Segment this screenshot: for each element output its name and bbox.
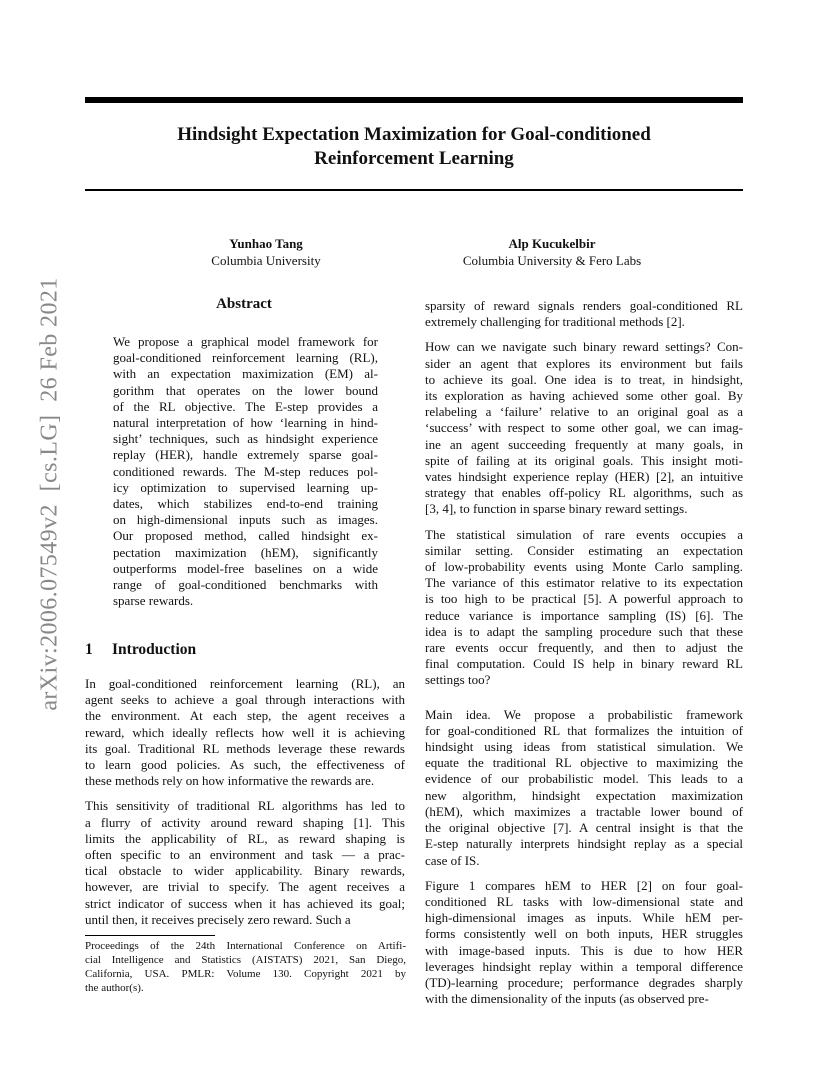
paragraph-line: Figure 1 compares hEM to HER [2] on four goal-	[425, 877, 743, 893]
paragraph-line: reward, which ideally reflects how well it is achieving	[85, 724, 405, 740]
author-affiliation: Columbia University	[211, 253, 321, 268]
paragraph-gap	[425, 698, 743, 707]
author-name: Alp Kucukelbir	[508, 236, 596, 251]
author-affiliation: Columbia University & Fero Labs	[462, 253, 642, 268]
paragraph-line: (hEM), which maximizes a tractable lower bound of	[425, 803, 743, 819]
paragraph-line: E-step naturally interprets hindsight replay as a special	[425, 836, 743, 852]
paragraph-line: high-dimensional images as inputs. While hEM per-	[425, 910, 743, 926]
footnote-line: California, USA. PMLR: Volume 130. Copyright 2021 by	[85, 968, 406, 980]
paragraph-line: to learn good policies. As such, the effectiveness of	[85, 757, 405, 773]
abstract-line: with an expectation maximization (EM) al-	[113, 366, 378, 382]
paragraph-line: for goal-conditioned RL that formalizes the intuition of	[425, 722, 743, 738]
paragraph-gap	[425, 689, 743, 698]
paragraph-line: is too high to be practical [5]. A powerful approach to	[425, 591, 743, 607]
author-block	[437, 235, 667, 269]
footnote	[85, 939, 406, 995]
paragraph-line: strict indicator of success when it has achieved its goal;	[85, 895, 405, 911]
abstract-line: sight’ techniques, such as hindsight experience	[113, 431, 378, 447]
paragraph-line: sparsity of reward signals renders goal-conditioned RL	[425, 298, 743, 313]
paragraph-line: reduce variance is importance sampling (IS) [6]. The	[425, 607, 743, 623]
left-column-body	[85, 676, 405, 928]
section-heading	[85, 641, 196, 659]
paragraph-line: the environment. At each step, the agent receives a	[85, 708, 405, 724]
arxiv-stamp: arXiv:2006.07549v2 [cs.LG] 26 Feb 2021	[36, 277, 63, 711]
abstract-line: pectation maximization (hEM), significantly	[113, 544, 378, 560]
paragraph-line: idea is to adapt the sampling procedure such that these	[425, 623, 743, 639]
paragraph-line: ine an agent succeeding frequently at many goals, in	[425, 436, 743, 452]
paragraph-gap	[425, 330, 743, 339]
paragraph-line: agent seeks to achieve a goal through interactions with	[85, 692, 405, 708]
footnote-rule	[85, 935, 215, 936]
paragraph-line: however, are trivial to specify. The agent receives a	[85, 879, 405, 895]
abstract-body	[113, 334, 378, 609]
paragraph-line: How can we navigate such binary reward settings? Con-	[425, 339, 743, 355]
paragraph-line: [3, 4], to function in sparse binary reward settings.	[425, 501, 688, 517]
paragraph-line: hindsight using ideas from statistical simulation. We	[425, 739, 743, 755]
paragraph-line: of low-probability events using Monte Carlo sampling.	[425, 559, 743, 575]
section-title: Introduction	[112, 641, 197, 658]
abstract-line: on high-dimensional inputs such as images.	[113, 512, 378, 528]
abstract-line: sparse rewards.	[113, 593, 194, 609]
paragraph-line: tical obstacle to wider applicability. Binary rewards,	[85, 863, 405, 879]
paragraph-gap	[425, 869, 743, 878]
paragraph-line: strategy that enables off-policy RL algorithms, such as	[425, 485, 743, 501]
paragraph-line: the original objective [7]. A central insight is that the	[425, 820, 743, 836]
footnote-line: Proceedings of the 24th International Conference on Artifi-	[85, 940, 406, 952]
paragraph-line: extremely challenging for traditional methods [2].	[425, 314, 685, 330]
paragraph-line: conditioned RL tasks with low-dimensional state and	[425, 893, 743, 909]
abstract-line: Our proposed method, called hindsight ex-	[113, 528, 378, 544]
paragraph-line: spite of failing at its original goals. This insight moti-	[425, 452, 743, 468]
paragraph-line: Main idea. We propose a probabilistic framework	[425, 706, 743, 722]
paragraph-line: leverages hindsight replay within a temporal difference	[425, 958, 743, 974]
abstract-line: We propose a graphical model framework for	[113, 334, 378, 349]
abstract-line: outperforms model-free baselines on a wide	[113, 560, 378, 576]
abstract-line: conditioned rewards. The M-step reduces pol-	[113, 463, 378, 479]
paragraph-line: rare events occur frequently, and then to adjust the	[425, 640, 743, 656]
abstract-line: replay (HER), handle extremely sparse goal-	[113, 447, 378, 463]
paragraph-line: with image-based inputs. This is due to how HER	[425, 942, 743, 958]
paragraph-line: The statistical simulation of rare events occupies a	[425, 526, 743, 542]
abstract-line: goal-conditioned reinforcement learning (RL),	[113, 350, 378, 366]
paragraph-line: forms consistently well on both inputs, HER struggles	[425, 926, 743, 942]
abstract-line: of the RL objective. The E-step provides a	[113, 398, 378, 414]
paragraph-line: a flurry of activity around reward shaping [1]. This	[85, 814, 405, 830]
paragraph-line: until then, it receives precisely zero reward. Such a	[85, 911, 351, 927]
abstract-line: dates, which stabilizes end-to-end training	[113, 496, 378, 512]
paragraph-line: equate the traditional RL objective to maximizing the	[425, 755, 743, 771]
paragraph-line: settings too?	[425, 672, 491, 688]
author-block	[206, 235, 326, 269]
paragraph-line: with the dimensionality of the inputs (as observed pre-	[425, 991, 709, 1007]
abstract-line: range of goal-conditioned benchmarks with	[113, 577, 378, 593]
abstract-heading: Abstract	[216, 296, 272, 312]
title-line: Reinforcement Learning	[314, 148, 514, 169]
paragraph-line: vates hindsight experience replay (HER) [2], an intuitive	[425, 469, 743, 485]
paragraph-line: these methods rely on how informative the rewards are.	[85, 773, 375, 789]
right-column-body	[425, 298, 743, 1007]
paragraph-line: similar setting. Consider estimating an expectation	[425, 542, 743, 558]
paragraph-line: final computation. Could IS help in binary reward RL	[425, 656, 743, 672]
paragraph-line: new algorithm, hindsight expectation maximization	[425, 787, 743, 803]
paragraph-line: sider an agent that explores its environment but fails	[425, 355, 743, 371]
paragraph-line: limits the applicability of RL, as reward shaping is	[85, 830, 405, 846]
paragraph-gap	[85, 789, 405, 798]
paper-title	[85, 123, 743, 171]
title-line: Hindsight Expectation Maximization for Goal-conditioned	[177, 124, 651, 145]
paragraph-line: relabeling a ‘failure’ relative to an original goal as a	[425, 404, 743, 420]
abstract-line: icy optimization to supervised learning up-	[113, 479, 378, 495]
paragraph-line: to achieve its goal. One idea is to treat, in hindsight,	[425, 371, 743, 387]
abstract-line: gorithm that operates on the lower bound	[113, 382, 378, 398]
title-top-rule	[85, 97, 743, 103]
paragraph-line: In goal-conditioned reinforcement learning (RL), an	[85, 676, 405, 691]
paragraph-line: case of IS.	[425, 852, 480, 868]
paragraph-line: ‘success’ with respect to some other goal, we can imag-	[425, 420, 743, 436]
footnote-line: cial Intelligence and Statistics (AISTATS) 2021, San Diego,	[85, 954, 406, 966]
paragraph-line: evidence of our probabilistic model. This leads to a	[425, 771, 743, 787]
section-number: 1	[85, 641, 93, 658]
paragraph-gap	[425, 518, 743, 527]
paragraph-line: (TD)-learning procedure; performance degrades sharply	[425, 974, 743, 990]
footnote-line: the author(s).	[85, 982, 144, 994]
paragraph-line: its exploration as having achieved some other goal. By	[425, 388, 743, 404]
paragraph-line: This sensitivity of traditional RL algorithms has led to	[85, 798, 405, 814]
abstract-line: natural interpretation of how ‘learning in hind-	[113, 415, 378, 431]
paragraph-line: often specific to an environment and task — a prac-	[85, 847, 405, 863]
title-bottom-rule	[85, 189, 743, 191]
paragraph-line: The variance of this estimator relative to its expectation	[425, 575, 743, 591]
author-name: Yunhao Tang	[229, 236, 303, 251]
paragraph-line: its goal. Traditional RL methods leverage these rewards	[85, 740, 405, 756]
